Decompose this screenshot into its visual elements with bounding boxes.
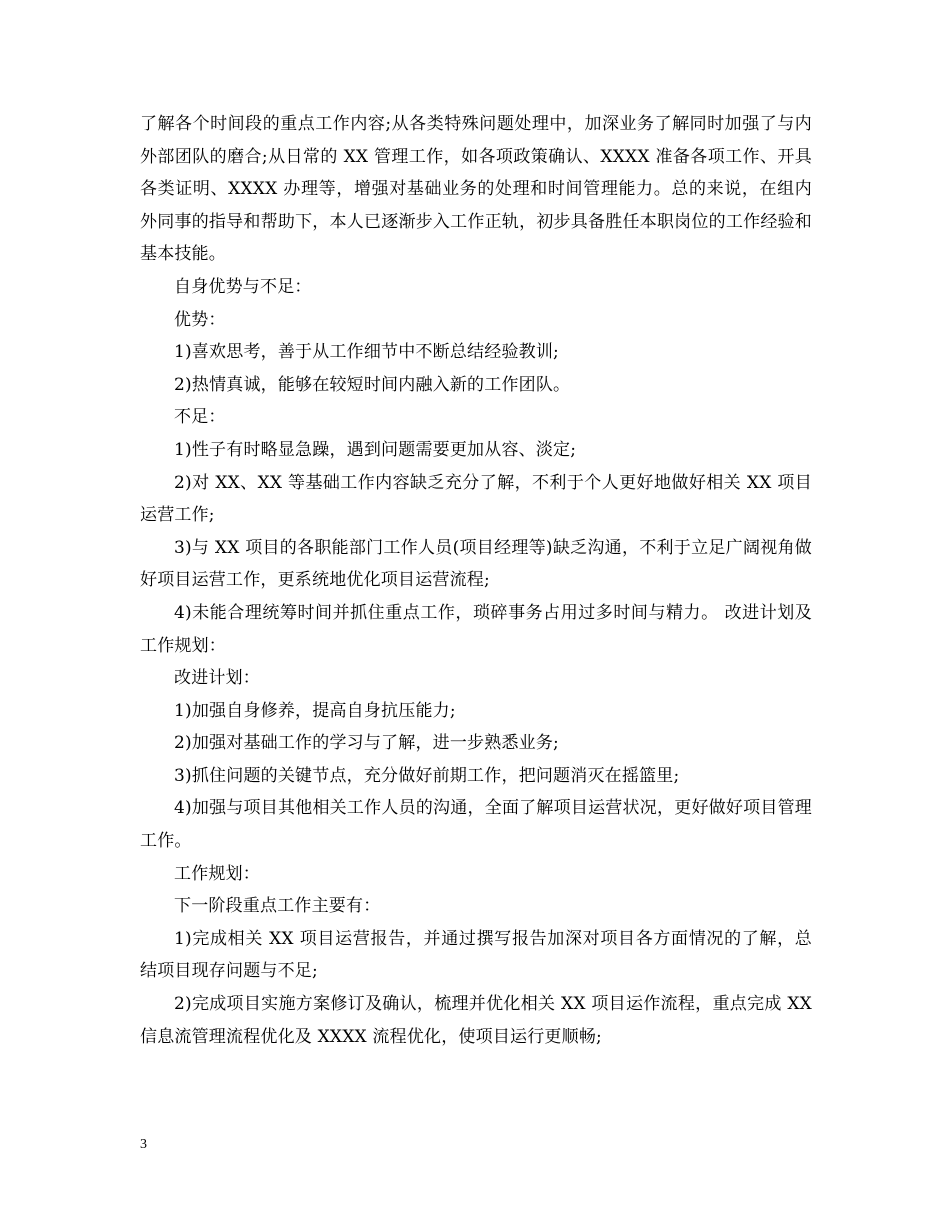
list-item: 3)抓住问题的关键节点，充分做好前期工作，把问题消灭在摇篮里; (174, 765, 680, 786)
paragraph: 下一阶段重点工作主要有： (174, 896, 381, 917)
subheading-weaknesses: 不足： (174, 407, 226, 428)
list-item: 2)对 XX、XX 等基础工作内容缺乏充分了解，不利于个人更好地做好相关 XX 项目运营工作; (140, 472, 812, 526)
document-body (140, 108, 818, 1053)
list-item: 2)加强对基础工作的学习与了解，进一步熟悉业务; (174, 733, 559, 754)
subheading-strengths: 优势： (174, 309, 226, 330)
subheading-work-plan: 工作规划： (174, 863, 260, 884)
list-item: 1)喜欢思考，善于从工作细节中不断总结经验教训; (174, 342, 559, 363)
list-item: 2)完成项目实施方案修订及确认，梳理并优化相关 XX 项目运作流程，重点完成 XX 信息流管理流程优化及 XXXX 流程优化，使项目运行更顺畅; (140, 994, 818, 1047)
list-item: 1)加强自身修养，提高自身抗压能力; (174, 700, 456, 721)
section-heading-strengths-weaknesses: 自身优势与不足： (174, 276, 312, 297)
list-item: 1)完成相关 XX 项目运营报告，并通过撰写报告加深对项目各方面情况的了解，总结项目现存问题与不足; (140, 928, 812, 982)
list-item: 3)与 XX 项目的各职能部门工作人员(项目经理等)缺乏沟通，不利于立足广阔视角做好项目运营工作，更系统地优化项目运营流程; (140, 537, 812, 591)
list-item: 1)性子有时略显急躁，遇到问题需要更加从容、淡定; (174, 439, 577, 460)
subheading-improvement-plan: 改进计划： (174, 668, 260, 689)
page-number: 3 (140, 1137, 147, 1152)
list-item: 4)加强与项目其他相关工作人员的沟通，全面了解项目运营状况，更好做好项目管理工作。 (140, 798, 812, 852)
list-item: 4)未能合理统筹时间并抓住重点工作，琐碎事务占用过多时间与精力。 改进计划及工作规划： (140, 602, 812, 656)
list-item: 2)热情真诚，能够在较短时间内融入新的工作团队。 (174, 374, 571, 395)
paragraph: 了解各个时间段的重点工作内容;从各类特殊问题处理中，加深业务了解同时加强了与内外部团队的磨合;从日常的 XX 管理工作，如各项政策确认、XXXX 准备各项工作、开具各类证明、XXXX 办理等，增强对基础业务的处理和时间管理能力。总的来说，在组内外同事的指导和帮助下，本人已逐渐步入工作正轨，初步具备胜任本职岗位的工作经验和基本技能。 (140, 114, 812, 265)
